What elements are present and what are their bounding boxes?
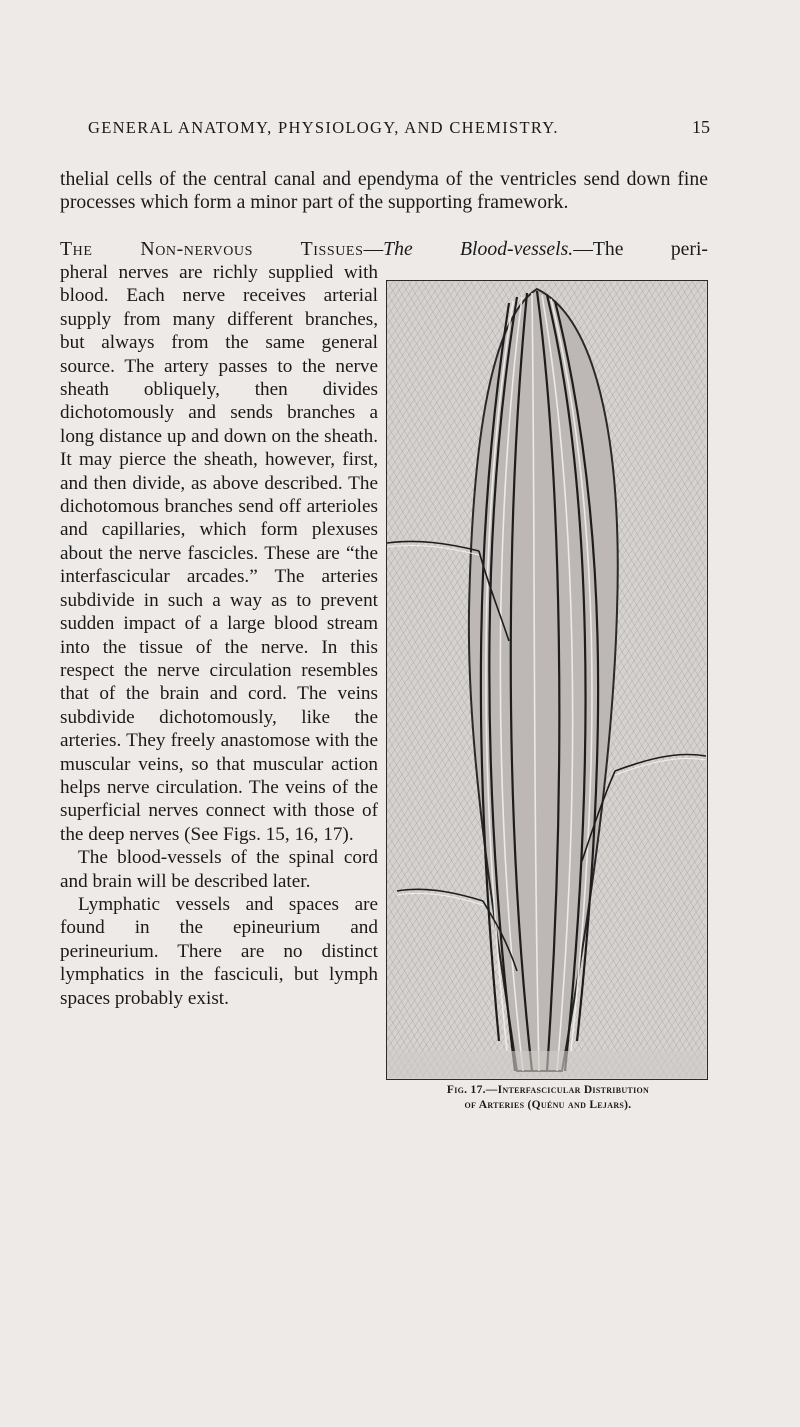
running-head [88, 117, 710, 138]
caption-line-2: of Arteries (Quénu and Lejars). [464, 1099, 632, 1111]
paragraph-blood-vessels: pheral nerves are richly supplied with blood. Each nerve receives arterial supply from many different branches, but always from the same general source. The artery passes to the nerve sheath obliquely, then divides dichotomously and sends branches a long distance up and down on the sheath. It may pierce the sheath, however, first, and then divide, as above described. The dichotomous branches send off arterioles and capillaries, which form plexuses about the nerve fascicles. These are “the interfascicular arcades.” The arteries subdivide in such a way as to prevent sudden impact of a large blood stream into the tissue of the nerve. In this respect the nerve circulation resembles that of the brain and cord. The veins subdivide dichotomously, like the arteries. They freely anastomose with the muscular veins, so that muscular action helps nerve circulation. The veins of the superficial nerves connect with those of the deep nerves (See Figs. 15, 16, 17). [60, 262, 378, 845]
caption-line-1: Fig. 17.—Interfascicular Distribution [446, 1084, 650, 1096]
page-number: 15 [692, 117, 710, 137]
running-title: GENERAL ANATOMY, PHYSIOLOGY, AND CHEMISTRY. [88, 118, 559, 137]
text-column [60, 261, 378, 1010]
nerve-arteries-engraving [387, 281, 706, 1078]
section-dash: — [363, 238, 384, 260]
paragraph-spinal-cord: The blood-vessels of the spinal cord and brain will be described later. [60, 847, 378, 892]
section-heading: The Non-nervous Tissues [60, 238, 364, 260]
figure-17-illustration [386, 280, 708, 1080]
section-heading-line [60, 238, 708, 261]
line-start: The peri- [592, 238, 708, 260]
paragraph-continued: thelial cells of the central canal and ependyma of the ventricles send down fine processes which form a minor part of the supporting framework. [60, 168, 708, 214]
figure-caption [386, 1083, 710, 1113]
subheading-dash: — [573, 238, 593, 260]
subheading-blood-vessels: The Blood-vessels. [383, 238, 574, 260]
paragraph-lymphatics: Lymphatic vessels and spaces are found in the epineurium and perineurium. There are no distinct lymphatics in the fasciculi, but lymph spaces probably exist. [60, 893, 378, 1009]
